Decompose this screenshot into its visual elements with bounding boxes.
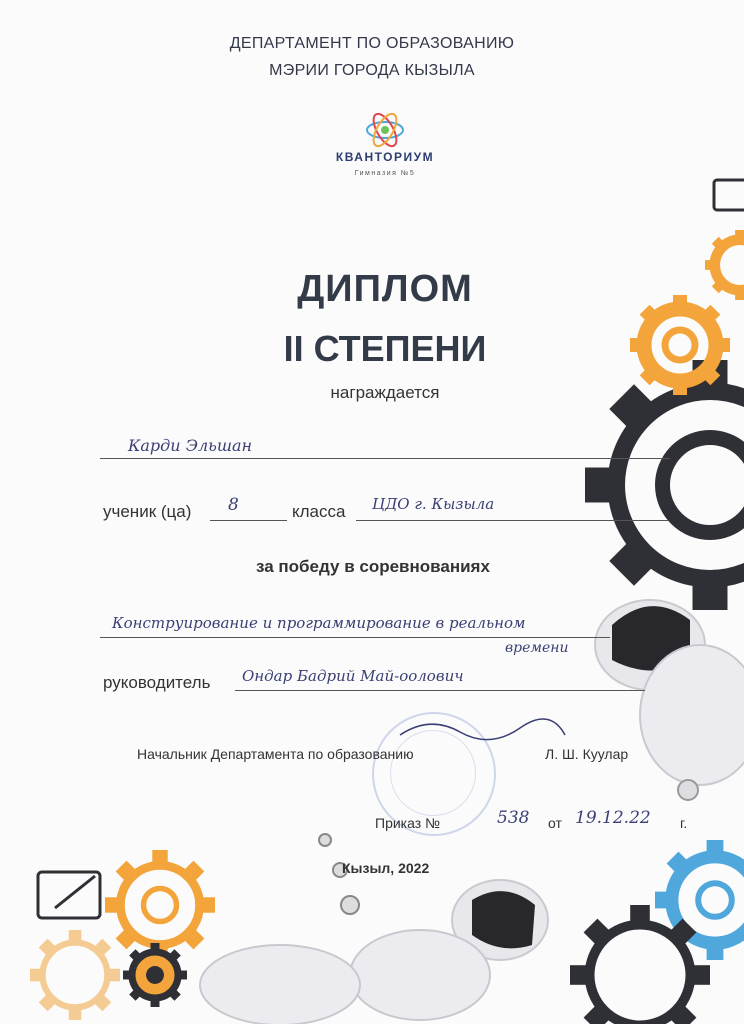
competition-line-1: Конструирование и программирование в реальном: [112, 614, 526, 632]
order-label: Приказ №: [375, 815, 441, 831]
recipient-name: Карди Эльшан: [128, 436, 253, 455]
class-label: класса: [292, 502, 346, 521]
department-line-2: МЭРИИ ГОРОДА КЫЗЫЛА: [269, 62, 475, 79]
grade-value: 8: [228, 495, 239, 515]
order-date: 19.12.22: [575, 808, 651, 828]
supervisor-label: руководитель: [103, 673, 211, 692]
achievement-text: за победу в соревнованиях: [256, 557, 490, 576]
diploma-degree: II СТЕПЕНИ: [283, 328, 487, 369]
city-year: Кызыл, 2022: [342, 860, 430, 876]
department-line-1: ДЕПАРТАМЕНТ ПО ОБРАЗОВАНИЮ: [229, 35, 515, 52]
logo-wordmark: КВАНТОРИУМ: [335, 150, 435, 164]
order-year-suffix: г.: [680, 815, 688, 831]
school-value: ЦДО г. Кызыла: [372, 495, 495, 513]
competition-line-2: времени: [505, 640, 569, 656]
logo-subtitle: Гимназия №5: [354, 170, 416, 177]
diploma-title: ДИПЛОМ: [297, 268, 473, 310]
signatory-position: Начальник Департамента по образованию: [137, 746, 414, 762]
student-label: ученик (ца): [103, 502, 192, 521]
awarded-label: награждается: [330, 383, 440, 402]
order-date-label: от: [548, 815, 562, 831]
signatory-name: Л. Ш. Куулар: [545, 746, 629, 762]
order-number: 538: [497, 808, 530, 828]
supervisor-name: Ондар Бадрий Май-оолович: [242, 667, 464, 685]
